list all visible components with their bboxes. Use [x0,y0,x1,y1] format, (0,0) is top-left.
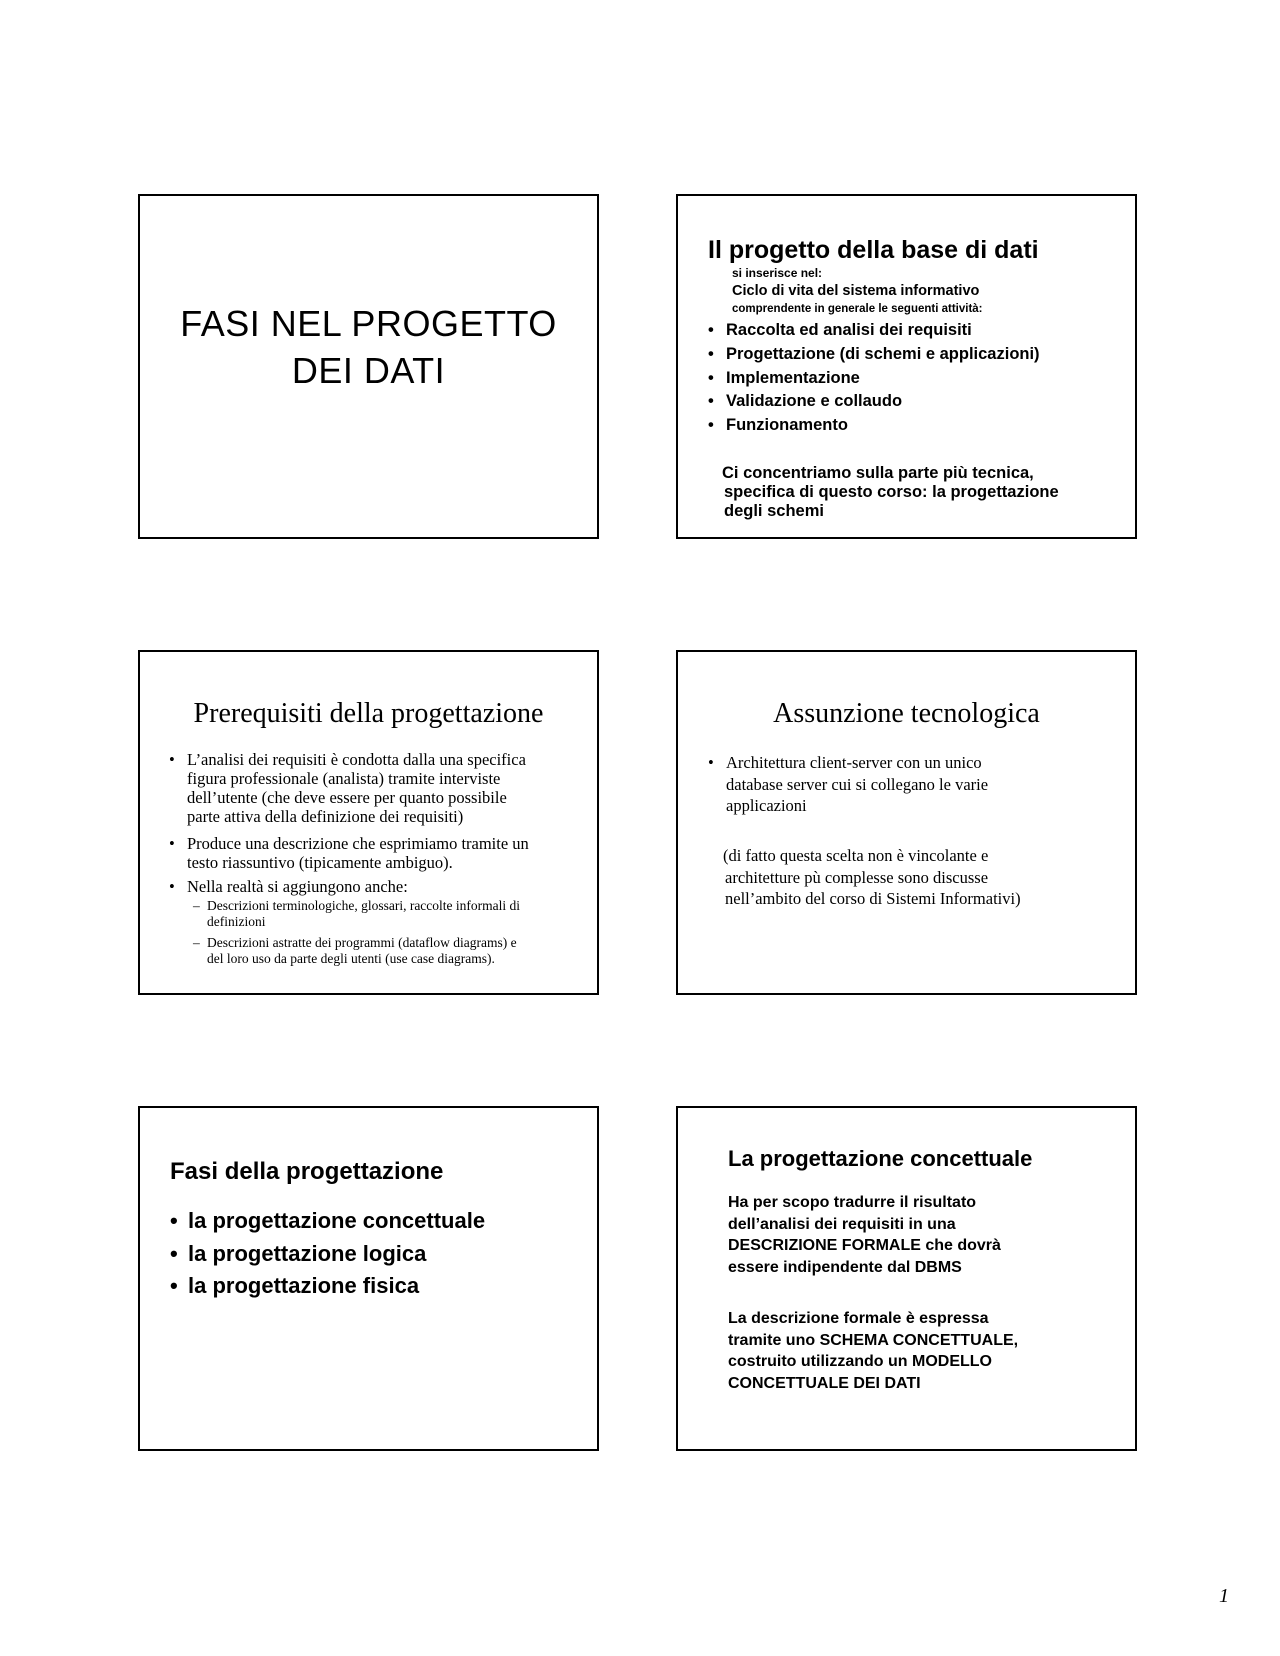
subtitle-2: Ciclo di vita del sistema informativo [732,283,980,299]
bullet-item: • Funzionamento [708,416,848,434]
slide-title: Fasi della progettazione [170,1158,444,1185]
slide-fasi-progettazione [138,1106,599,1451]
note-paragraph: (di fatto questa scelta non è vincolante e architetture pù complesse sono discusse nell’ambito del corso di Sistemi Informativi) [723,846,1021,908]
bullet-item: • la progettazione logica [170,1241,427,1266]
bullet-item: • Progettazione (di schemi e applicazioni) [708,345,1040,363]
bullet-item: • Raccolta ed analisi dei requisiti [708,321,972,339]
subtitle-1: si inserisce nel: [732,266,823,280]
title-line-2: DEI DATI [291,350,446,391]
title-line-1: FASI NEL PROGETTO [180,303,557,344]
bullet-item: • Validazione e collaudo [708,392,903,410]
slide-title [140,300,597,394]
bullet-item: • la progettazione fisica [170,1273,420,1298]
bullet-item: • L’analisi dei requisiti è condotta dalla una specifica figura professionale (analista) tramite interviste dell’utente (che deve essere per quanto possibile parte attiva della definizione dei requisiti) [169,750,526,826]
subtitle-3: comprendente in generale le seguenti attività: [732,303,983,315]
sub-bullet-item: – Descrizioni astratte dei programmi (dataflow diagrams) e del loro uso da parte degli utenti (use case diagrams). [193,935,517,966]
paragraph-2: La descrizione formale è espressa tramite uno SCHEMA CONCETTUALE, costruito utilizzando un MODELLO CONCETTUALE DEI DATI [728,1310,1019,1392]
slide-title: Prerequisiti della progettazione [193,698,544,729]
page-number: 1 [1219,1585,1229,1607]
bullet-item: • Nella realtà si aggiungono anche: [169,877,408,896]
bullet-item: • Implementazione [708,369,860,387]
slide-fasi-nel-progetto [138,194,599,539]
bullet-item: • Produce una descrizione che esprimiamo tramite un testo riassuntivo (tipicamente ambiguo). [169,834,529,872]
slide-assunzione-tecnologica [676,650,1137,995]
bullet-item: • Architettura client-server con un unico database server cui si collegano le varie applicazioni [708,753,989,815]
slide-title: La progettazione concettuale [728,1146,1033,1171]
slide-title: Il progetto della base di dati [708,236,1039,264]
closing-paragraph: Ci concentriamo sulla parte più tecnica, specifica di questo corso: la progettazione degli schemi [722,464,1059,520]
paragraph-1: Ha per scopo tradurre il risultato dell’analisi dei requisiti in una DESCRIZIONE FORMALE che dovrà essere indipendente dal DBMS [728,1194,1001,1276]
slide-prerequisiti [138,650,599,995]
sub-bullet-item: – Descrizioni terminologiche, glossari, raccolte informali di definizioni [193,898,521,929]
slide-title: Assunzione tecnologica [773,698,1040,729]
bullet-item: • la progettazione concettuale [170,1208,486,1233]
slide-progetto-base-dati [676,194,1137,539]
slide-progettazione-concettuale [676,1106,1137,1451]
